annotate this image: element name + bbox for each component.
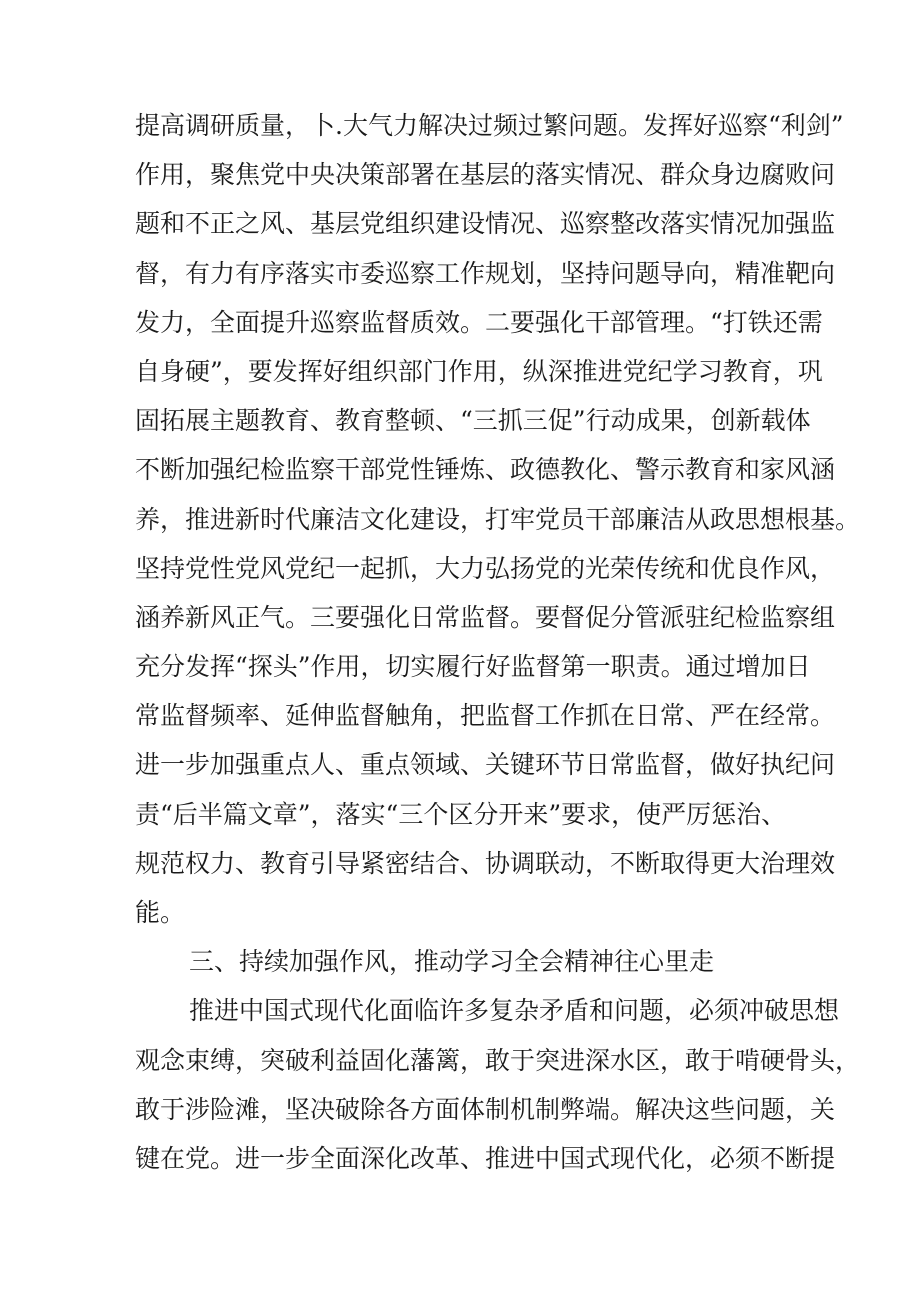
text-line: 观念束缚，突破利益固化藩篱，敢于突进深水区，敢于啃硬骨头， bbox=[135, 1045, 861, 1075]
text-line: 涵养新风正气。三要强化日常监督。要督促分管派驻纪检监察组 bbox=[135, 602, 836, 632]
text-line: 进一步加强重点人、重点领域、关键环节日常监督，做好执纪问 bbox=[135, 750, 836, 780]
text-line: 充分发挥“探头”作用，切实履行好监督第一职责。通过增加日 bbox=[135, 652, 811, 682]
text-line: 坚持党性党风党纪一起抓，大力弘扬党的光荣传统和优良作风， bbox=[135, 553, 836, 583]
paragraph-first-line: 推进中国式现代化面临许多复杂矛盾和问题，必须冲破思想 bbox=[189, 996, 840, 1026]
text-line: 养，推进新时代廉洁文化建设，打牢党员干部廉洁从政思想根基。 bbox=[135, 504, 861, 534]
text-line: 不断加强纪检监察干部党性锤炼、政德教化、警示教育和家风涵 bbox=[135, 455, 836, 485]
text-line: 自身硬”，要发挥好组织部门作用，纵深推进党纪学习教育，巩 bbox=[135, 356, 823, 386]
text-line: 题和不正之风、基层党组织建设情况、巡察整改落实情况加强监 bbox=[135, 209, 836, 239]
text-line: 责“后半篇文章”，落实“三个区分开来”要求，使严厉惩治、 bbox=[135, 799, 787, 829]
body-text bbox=[135, 101, 861, 1183]
text-line: 敢于涉险滩，坚决破除各方面体制机制弊端。解决这些问题，关 bbox=[135, 1094, 836, 1124]
text-line: 作用，聚焦党中央决策部署在基层的落实情况、群众身边腐败问 bbox=[135, 160, 836, 190]
text-line: 发力，全面提升巡察监督质效。二要强化干部管理。“打铁还需 bbox=[135, 307, 823, 337]
text-line: 固拓展主题教育、教育整顿、“三抓三促”行动成果，创新载体 bbox=[135, 406, 811, 436]
text-line: 键在党。进一步全面深化改革、推进中国式现代化，必须不断提 bbox=[135, 1143, 836, 1173]
text-line: 督，有力有序落实市委巡察工作规划，坚持问题导向，精准靶向 bbox=[135, 258, 836, 288]
text-line: 常监督频率、延伸监督触角，把监督工作抓在日常、严在经常。 bbox=[135, 701, 836, 731]
section-heading: 三、持续加强作风，推动学习全会精神往心里走 bbox=[189, 947, 715, 977]
text-line: 提高调研质量，卜.大气力解决过频过繁问题。发挥好巡察“利剑” bbox=[135, 111, 844, 140]
text-line: 规范权力、教育引导紧密结合、协调联动，不断取得更大治理效 bbox=[135, 848, 836, 878]
text-line: 能。 bbox=[135, 898, 186, 927]
